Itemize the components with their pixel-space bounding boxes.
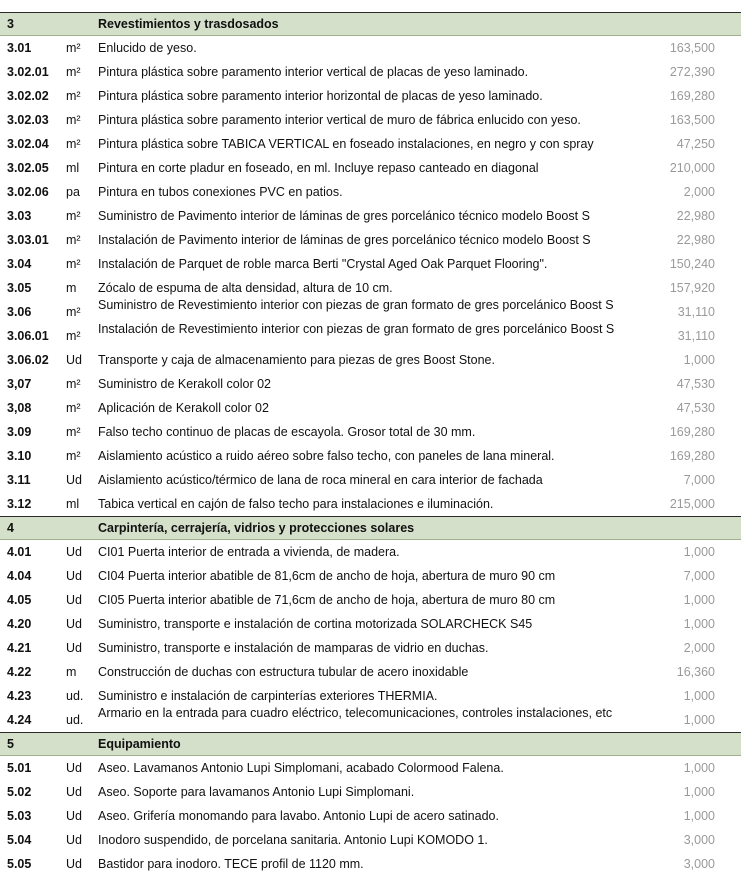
line-item-row (0, 396, 741, 420)
item-code: 4.05 (7, 593, 32, 607)
item-quantity: 1,000 (683, 545, 715, 559)
item-unit: m (66, 665, 77, 679)
item-unit: m (66, 281, 77, 295)
line-item-row (0, 660, 741, 684)
section-rows-4 (0, 540, 741, 732)
item-quantity: 150,240 (669, 257, 715, 271)
item-quantity: 1,000 (683, 785, 715, 799)
line-item-row (0, 300, 741, 324)
line-item-row (0, 84, 741, 108)
item-code: 4.24 (7, 713, 32, 727)
item-quantity: 22,980 (676, 233, 715, 247)
item-quantity: 3,000 (683, 833, 715, 847)
item-unit: Ud (66, 545, 82, 559)
section-title: Carpintería, cerrajería, vidrios y protecciones solares (98, 521, 415, 535)
section-title: Equipamiento (98, 737, 181, 751)
item-description: Zócalo de espuma de alta densidad, altura de 10 cm. (98, 281, 393, 295)
item-description: Enlucido de yeso. (98, 41, 197, 55)
item-description: Pintura plástica sobre TABICA VERTICAL en foseado instalaciones, en negro y con spray (98, 137, 594, 151)
item-code: 3.06 (7, 305, 32, 319)
item-description: Suministro, transporte e instalación de cortina motorizada SOLARCHECK S45 (98, 617, 533, 631)
line-item-row (0, 60, 741, 84)
section-rows-5 (0, 756, 741, 876)
item-unit: Ud (66, 857, 82, 871)
item-code: 4.22 (7, 665, 32, 679)
line-item-row (0, 252, 741, 276)
item-description: Instalación de Revestimiento interior con piezas de gran formato de gres porcelánico Boost S (98, 323, 615, 336)
item-description: Armario en la entrada para cuadro eléctrico, telecomunicaciones, controles instalaciones, etc (98, 707, 613, 720)
item-code: 3.03 (7, 209, 32, 223)
item-description: CI01 Puerta interior de entrada a vivienda, de madera. (98, 545, 400, 559)
section-title: Revestimientos y trasdosados (98, 17, 279, 31)
item-description: Pintura plástica sobre paramento interior vertical de placas de yeso laminado. (98, 65, 529, 79)
item-unit: m² (66, 425, 81, 439)
item-code: 3.04 (7, 257, 32, 271)
item-code: 5.04 (7, 833, 32, 847)
section-header-4 (0, 516, 741, 540)
item-quantity: 169,280 (669, 425, 715, 439)
line-item-row (0, 324, 741, 348)
line-item-row (0, 108, 741, 132)
item-description: Aseo. Grifería monomando para lavabo. Antonio Lupi de acero satinado. (98, 809, 499, 823)
item-code: 3.11 (7, 473, 31, 487)
item-description: Aislamiento acústico/térmico de lana de roca mineral en cara interior de fachada (98, 473, 543, 487)
item-quantity: 1,000 (683, 761, 715, 775)
item-code: 5.01 (7, 761, 32, 775)
item-unit: pa (66, 185, 80, 199)
item-code: 3.02.04 (7, 137, 49, 151)
item-unit: Ud (66, 833, 82, 847)
item-description: Suministro de Kerakoll color 02 (98, 377, 271, 391)
item-quantity: 47,530 (676, 377, 715, 391)
item-description: Suministro e instalación de carpinterías exteriores THERMIA. (98, 689, 438, 703)
item-quantity: 215,000 (669, 497, 715, 511)
line-item-row (0, 444, 741, 468)
item-description: Pintura en corte pladur en foseado, en ml. Incluye repaso canteado en diagonal (98, 161, 539, 175)
item-code: 3.05 (7, 281, 32, 295)
item-unit: ml (66, 497, 80, 511)
item-unit: ml (66, 161, 80, 175)
item-unit: Ud (66, 785, 82, 799)
item-quantity: 1,000 (683, 809, 715, 823)
line-item-row (0, 132, 741, 156)
item-code: 3,07 (7, 377, 32, 391)
item-unit: m² (66, 65, 81, 79)
item-unit: m² (66, 113, 81, 127)
item-code: 3,08 (7, 401, 32, 415)
line-item-row (0, 756, 741, 780)
item-unit: m² (66, 449, 81, 463)
item-description: CI05 Puerta interior abatible de 71,6cm de ancho de hoja, abertura de muro 80 cm (98, 593, 556, 607)
item-description: Pintura plástica sobre paramento interior vertical de muro de fábrica enlucido con yeso. (98, 113, 581, 127)
item-quantity: 169,280 (669, 449, 715, 463)
section-rows-3 (0, 36, 741, 516)
item-description: CI04 Puerta interior abatible de 81,6cm de ancho de hoja, abertura de muro 90 cm (98, 569, 556, 583)
item-unit: m² (66, 137, 81, 151)
item-code: 4.04 (7, 569, 32, 583)
item-description: Suministro de Pavimento interior de láminas de gres porcelánico técnico modelo Boost S (98, 209, 590, 223)
item-unit: ud. (66, 713, 84, 727)
item-code: 3.03.01 (7, 233, 49, 247)
line-item-row (0, 564, 741, 588)
item-quantity: 31,110 (677, 305, 715, 319)
line-item-row (0, 180, 741, 204)
line-item-row (0, 228, 741, 252)
item-quantity: 2,000 (683, 185, 715, 199)
item-quantity: 169,280 (669, 89, 715, 103)
item-quantity: 16,360 (676, 665, 715, 679)
item-quantity: 272,390 (669, 65, 715, 79)
line-item-row (0, 204, 741, 228)
item-code: 5.03 (7, 809, 32, 823)
item-code: 4.21 (7, 641, 32, 655)
section-header-5 (0, 732, 741, 756)
item-unit: ud. (66, 689, 84, 703)
item-description: Construcción de duchas con estructura tubular de acero inoxidable (98, 665, 469, 679)
item-quantity: 210,000 (669, 161, 715, 175)
item-code: 3.06.02 (7, 353, 49, 367)
item-unit: m² (66, 305, 81, 319)
item-quantity: 1,000 (683, 689, 715, 703)
item-code: 3.10 (7, 449, 32, 463)
item-quantity: 163,500 (669, 113, 715, 127)
item-code: 3.01 (7, 41, 32, 55)
section-header-3 (0, 12, 741, 36)
line-item-row (0, 780, 741, 804)
item-unit: Ud (66, 473, 82, 487)
item-quantity: 31,110 (677, 329, 715, 343)
item-code: 3.09 (7, 425, 32, 439)
item-code: 3.06.01 (7, 329, 49, 343)
item-code: 3.12 (7, 497, 32, 511)
item-unit: m² (66, 329, 81, 343)
item-code: 5.05 (7, 857, 32, 871)
item-unit: m² (66, 89, 81, 103)
item-description: Bastidor para inodoro. TECE profil de 1120 mm. (98, 857, 364, 871)
item-quantity: 2,000 (683, 641, 715, 655)
item-code: 3.02.06 (7, 185, 49, 199)
item-description: Pintura plástica sobre paramento interior horizontal de placas de yeso laminado. (98, 89, 543, 103)
item-unit: m² (66, 209, 81, 223)
item-description: Tabica vertical en cajón de falso techo para instalaciones e iluminación. (98, 497, 494, 511)
section-number: 4 (7, 521, 14, 535)
item-description: Instalación de Parquet de roble marca Berti "Crystal Aged Oak Parquet Flooring". (98, 257, 548, 271)
line-item-row (0, 468, 741, 492)
item-quantity: 1,000 (683, 593, 715, 607)
item-description: Inodoro suspendido, de porcelana sanitaria. Antonio Lupi KOMODO 1. (98, 833, 488, 847)
item-unit: Ud (66, 569, 82, 583)
item-code: 4.20 (7, 617, 32, 631)
item-unit: m² (66, 377, 81, 391)
item-description: Aislamiento acústico a ruido aéreo sobre falso techo, con paneles de lana mineral. (98, 449, 555, 463)
line-item-row (0, 36, 741, 60)
item-description: Falso techo continuo de placas de escayola. Grosor total de 30 mm. (98, 425, 476, 439)
item-quantity: 47,530 (676, 401, 715, 415)
item-unit: m² (66, 233, 81, 247)
item-description: Aseo. Lavamanos Antonio Lupi Simplomani, acabado Colormood Falena. (98, 761, 504, 775)
line-item-row (0, 636, 741, 660)
item-code: 5.02 (7, 785, 32, 799)
item-code: 3.02.02 (7, 89, 49, 103)
item-code: 3.02.01 (7, 65, 49, 79)
line-item-row (0, 372, 741, 396)
line-item-row (0, 612, 741, 636)
line-item-row (0, 804, 741, 828)
item-unit: m² (66, 401, 81, 415)
line-item-row (0, 588, 741, 612)
item-quantity: 1,000 (683, 353, 715, 367)
section-number: 5 (7, 737, 14, 751)
item-quantity: 1,000 (683, 713, 715, 727)
line-item-row (0, 348, 741, 372)
item-code: 3.02.05 (7, 161, 49, 175)
item-description: Pintura en tubos conexiones PVC en patios. (98, 185, 343, 199)
item-quantity: 7,000 (683, 569, 715, 583)
item-unit: Ud (66, 593, 82, 607)
item-quantity: 7,000 (683, 473, 715, 487)
item-quantity: 157,920 (669, 281, 715, 295)
item-unit: Ud (66, 641, 82, 655)
item-description: Suministro de Revestimiento interior con piezas de gran formato de gres porcelánico Boost S (98, 299, 614, 312)
item-unit: Ud (66, 353, 82, 367)
item-unit: Ud (66, 617, 82, 631)
item-description: Suministro, transporte e instalación de mamparas de vidrio en duchas. (98, 641, 489, 655)
line-item-row (0, 492, 741, 516)
item-code: 4.23 (7, 689, 32, 703)
item-code: 4.01 (7, 545, 32, 559)
line-item-row (0, 420, 741, 444)
section-number: 3 (7, 17, 14, 31)
item-description: Aseo. Soporte para lavamanos Antonio Lupi Simplomani. (98, 785, 415, 799)
item-quantity: 22,980 (676, 209, 715, 223)
item-quantity: 163,500 (669, 41, 715, 55)
item-unit: m² (66, 41, 81, 55)
line-item-row (0, 708, 741, 732)
line-item-row (0, 828, 741, 852)
line-item-row (0, 852, 741, 876)
item-description: Transporte y caja de almacenamiento para piezas de gres Boost Stone. (98, 353, 495, 367)
item-unit: m² (66, 257, 81, 271)
item-quantity: 47,250 (676, 137, 715, 151)
line-item-row (0, 276, 741, 300)
item-unit: Ud (66, 809, 82, 823)
item-code: 3.02.03 (7, 113, 49, 127)
line-item-row (0, 540, 741, 564)
item-quantity: 3,000 (683, 857, 715, 871)
item-description: Aplicación de Kerakoll color 02 (98, 401, 269, 415)
item-unit: Ud (66, 761, 82, 775)
line-item-row (0, 156, 741, 180)
item-description: Instalación de Pavimento interior de láminas de gres porcelánico técnico modelo Boost S (98, 233, 591, 247)
item-quantity: 1,000 (683, 617, 715, 631)
line-item-row (0, 684, 741, 708)
